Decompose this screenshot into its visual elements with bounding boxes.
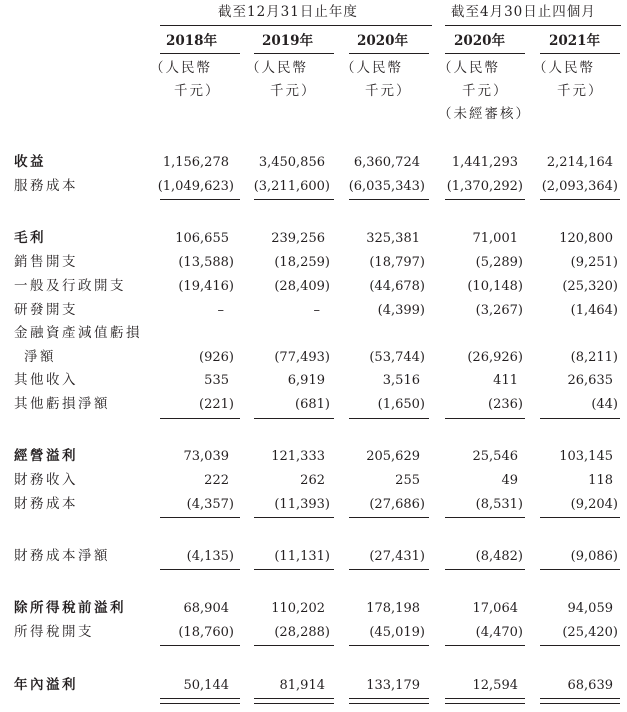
row-value: (236) <box>488 397 523 412</box>
column-year-4: 2021年 <box>549 33 601 49</box>
group-title-four-months: 截至4月30日止四個月 <box>451 4 596 20</box>
subtotal-rule <box>160 645 240 646</box>
row-label: 其他虧損淨額 <box>14 396 110 412</box>
row-label: 金融資產減值虧損 <box>14 325 142 341</box>
row-value: 239,256 <box>271 231 325 246</box>
group-rule-four-months <box>445 25 621 26</box>
row-value: 118 <box>588 473 613 488</box>
row-value: 12,594 <box>472 678 518 693</box>
subtotal-rule <box>445 569 525 570</box>
row-value: 178,198 <box>366 601 420 616</box>
row-value: 411 <box>493 373 518 388</box>
subtotal-rule <box>254 645 334 646</box>
subtotal-rule <box>349 199 429 200</box>
row-label: 經營溢利 <box>14 448 78 464</box>
row-value: 535 <box>204 373 229 388</box>
column-unit-line1: （人民幣 <box>438 60 500 76</box>
row-value: 325,381 <box>366 231 420 246</box>
total-double-rule <box>445 698 525 704</box>
row-value: (4,135) <box>186 549 234 564</box>
subtotal-rule <box>445 645 525 646</box>
total-double-rule <box>160 698 240 704</box>
row-value: – <box>217 303 224 318</box>
subtotal-rule <box>349 569 429 570</box>
row-value: (4,357) <box>186 497 234 512</box>
row-value: (1,464) <box>570 303 618 318</box>
subtotal-rule <box>160 517 240 518</box>
row-value: 73,039 <box>183 449 229 464</box>
row-value: (5,289) <box>475 255 523 270</box>
subtotal-rule <box>540 569 620 570</box>
row-value: (27,686) <box>369 497 425 512</box>
subtotal-rule <box>254 199 334 200</box>
row-value: (26,926) <box>467 350 523 365</box>
row-value: (8,531) <box>475 497 523 512</box>
subtotal-rule <box>160 199 240 200</box>
row-value: (926) <box>199 350 234 365</box>
subtotal-rule <box>160 569 240 570</box>
row-label: 財務成本淨額 <box>14 548 110 564</box>
row-value: (44) <box>591 397 618 412</box>
row-value: (44,678) <box>369 279 425 294</box>
row-value: 6,919 <box>287 373 325 388</box>
subtotal-rule <box>445 517 525 518</box>
row-value: (28,288) <box>274 625 330 640</box>
row-value: 2,214,164 <box>546 155 613 170</box>
row-value: (4,470) <box>475 625 523 640</box>
row-value: (27,431) <box>369 549 425 564</box>
subtotal-rule <box>254 569 334 570</box>
row-value: (8,482) <box>475 549 523 564</box>
row-value: (9,251) <box>570 255 618 270</box>
row-value: 205,629 <box>366 449 420 464</box>
row-value: 121,333 <box>271 449 325 464</box>
row-value: (11,393) <box>274 497 330 512</box>
row-label: 年內溢利 <box>14 677 78 693</box>
row-label: 除所得稅前溢利 <box>14 600 126 616</box>
total-double-rule <box>349 698 429 704</box>
row-value: (9,204) <box>570 497 618 512</box>
row-label: 毛利 <box>14 230 46 246</box>
row-value: (19,416) <box>178 279 234 294</box>
column-unit-line2: 千元） <box>462 83 509 99</box>
row-value: (3,267) <box>475 303 523 318</box>
row-value: 68,639 <box>567 678 613 693</box>
row-label: 所得稅開支 <box>14 624 94 640</box>
row-value: – <box>313 303 320 318</box>
row-value: (1,370,292) <box>446 179 523 194</box>
unaudited-note: （未經審核） <box>438 106 531 122</box>
group-title-annual: 截至12月31日止年度 <box>218 4 358 20</box>
column-unit-line1: （人民幣 <box>150 60 212 76</box>
column-unit-line2: 千元） <box>365 83 412 99</box>
row-value: 6,360,724 <box>353 155 420 170</box>
subtotal-rule <box>349 517 429 518</box>
row-value: (4,399) <box>377 303 425 318</box>
row-value: (11,131) <box>274 549 330 564</box>
column-unit-line2: 千元） <box>270 83 317 99</box>
subtotal-rule <box>349 645 429 646</box>
row-value: 222 <box>204 473 229 488</box>
row-value: (1,650) <box>377 397 425 412</box>
row-value: (45,019) <box>369 625 425 640</box>
row-value: (9,086) <box>570 549 618 564</box>
subtotal-rule <box>540 199 620 200</box>
column-header-rule-1 <box>254 53 334 54</box>
subtotal-rule <box>540 517 620 518</box>
column-year-2: 2020年 <box>357 33 409 49</box>
subtotal-rule <box>349 418 429 419</box>
column-unit-line2: 千元） <box>174 83 221 99</box>
total-double-rule <box>254 698 334 704</box>
column-year-1: 2019年 <box>262 33 314 49</box>
row-value: (53,744) <box>369 350 425 365</box>
subtotal-rule <box>160 418 240 419</box>
total-double-rule <box>540 698 620 704</box>
row-value: 106,655 <box>175 231 229 246</box>
row-value: 94,059 <box>567 601 613 616</box>
subtotal-rule <box>254 517 334 518</box>
row-label: 服務成本 <box>14 178 78 194</box>
column-unit-line1: （人民幣 <box>341 60 403 76</box>
row-value: 26,635 <box>567 373 613 388</box>
row-value: 3,516 <box>382 373 420 388</box>
row-value: 1,156,278 <box>162 155 229 170</box>
row-value: (681) <box>295 397 330 412</box>
group-rule-annual <box>160 25 432 26</box>
row-value: (25,320) <box>562 279 618 294</box>
row-value: 50,144 <box>183 678 229 693</box>
column-year-0: 2018年 <box>166 33 218 49</box>
row-value: 133,179 <box>366 678 420 693</box>
row-label: 財務成本 <box>14 496 78 512</box>
row-value: 25,546 <box>472 449 518 464</box>
column-header-rule-0 <box>160 53 240 54</box>
row-value: 3,450,856 <box>258 155 325 170</box>
subtotal-rule <box>540 645 620 646</box>
row-value: 262 <box>300 473 325 488</box>
column-header-rule-4 <box>540 53 620 54</box>
row-value: (18,797) <box>369 255 425 270</box>
row-value: (1,049,623) <box>157 179 234 194</box>
row-value: 17,064 <box>472 601 518 616</box>
row-label: 其他收入 <box>14 372 78 388</box>
row-value: 68,904 <box>183 601 229 616</box>
row-value: 71,001 <box>472 231 518 246</box>
row-value: (28,409) <box>274 279 330 294</box>
row-value: 255 <box>395 473 420 488</box>
row-value: (18,259) <box>274 255 330 270</box>
row-value: (25,420) <box>562 625 618 640</box>
row-value: (3,211,600) <box>253 179 330 194</box>
row-value: (2,093,364) <box>541 179 618 194</box>
column-year-3: 2020年 <box>454 33 506 49</box>
column-unit-line1: （人民幣 <box>533 60 595 76</box>
subtotal-rule <box>445 418 525 419</box>
row-label: 財務收入 <box>14 472 78 488</box>
row-value: 110,202 <box>271 601 325 616</box>
column-header-rule-2 <box>349 53 429 54</box>
subtotal-rule <box>445 199 525 200</box>
column-unit-line1: （人民幣 <box>246 60 308 76</box>
row-label: 收益 <box>14 154 46 170</box>
row-value: (10,148) <box>467 279 523 294</box>
row-value: (6,035,343) <box>348 179 425 194</box>
column-header-rule-3 <box>445 53 525 54</box>
subtotal-rule <box>540 418 620 419</box>
row-label: 一般及行政開支 <box>14 278 126 294</box>
row-value: (77,493) <box>274 350 330 365</box>
row-label: 研發開支 <box>14 302 78 318</box>
row-value: 49 <box>501 473 518 488</box>
row-value: (13,588) <box>178 255 234 270</box>
column-unit-line2: 千元） <box>557 83 604 99</box>
row-value: 103,145 <box>559 449 613 464</box>
row-value: (18,760) <box>178 625 234 640</box>
row-value: (8,211) <box>570 350 618 365</box>
subtotal-rule <box>254 418 334 419</box>
row-label-continued: 淨額 <box>24 349 56 365</box>
row-value: 81,914 <box>279 678 325 693</box>
row-value: (221) <box>199 397 234 412</box>
row-label: 銷售開支 <box>14 254 78 270</box>
row-value: 120,800 <box>559 231 613 246</box>
row-value: 1,441,293 <box>451 155 518 170</box>
